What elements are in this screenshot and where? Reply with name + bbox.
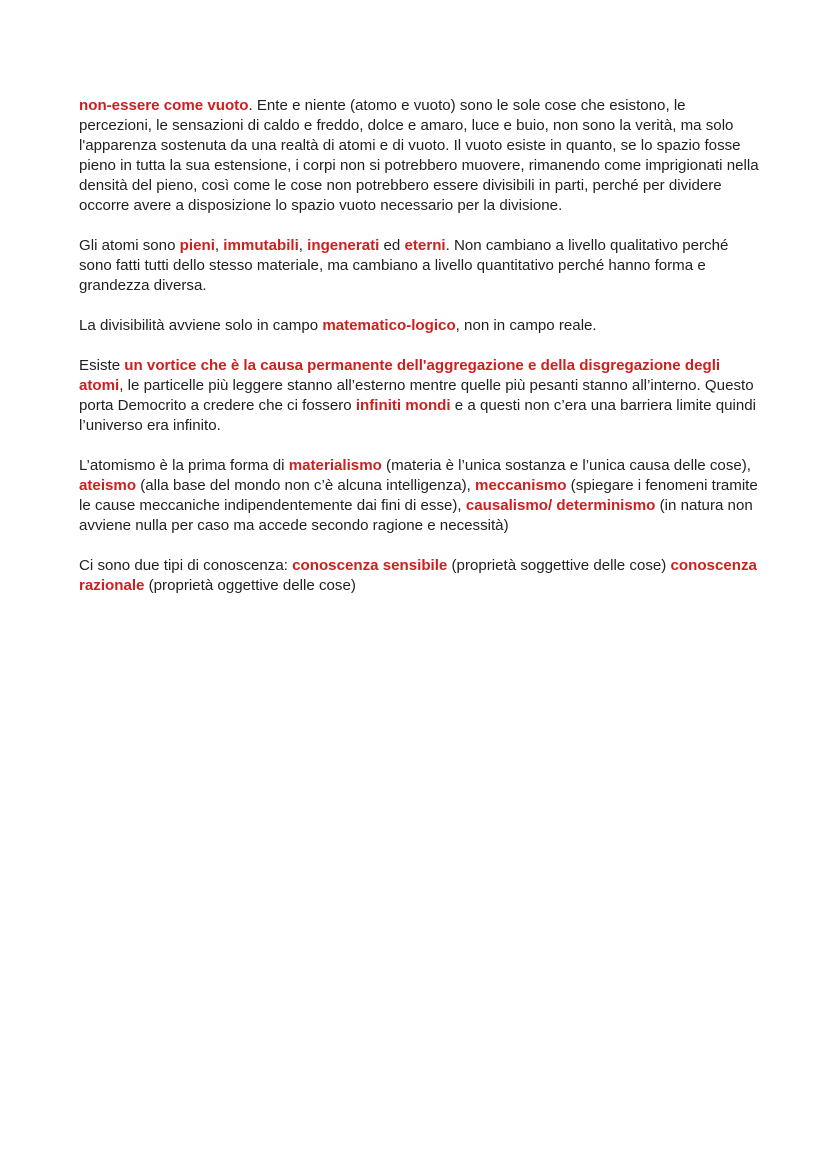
highlighted-term: immutabili <box>223 237 299 254</box>
text-run: . Ente e niente (atomo e vuoto) sono le sole cose che esistono, le percezioni, le sensazioni di caldo e freddo, dolce e amaro, luce e buio, non sono la verità, ma solo l'apparenza sostenuta da una realtà di atomi e di vuoto. Il vuoto esiste in quanto, se lo spazio fosse pieno in tutta la sua estensione, i corpi non si potrebbero muovere, rimanendo come imprigionati nella densità del pieno, così come le cose non potrebbero essere divisibili in parti, perché per dividere occorre avere a disposizione lo spazio vuoto necessario per la divisione. <box>79 97 759 214</box>
text-run: . Non cambiano a livello qualitativo perché sono fatti tutti dello stesso materiale, ma cambiano a livello quantitativo perché hanno forma e grandezza diversa. <box>79 237 729 294</box>
text-run: e a questi non c’era una barriera limite quindi l’universo era infinito. <box>79 397 756 434</box>
text-run: (in natura non avviene nulla per caso ma accede secondo ragione e necessità) <box>79 497 753 534</box>
paragraph <box>79 96 759 216</box>
text-run: , <box>214 237 224 254</box>
text-run: L’atomismo è la prima forma di <box>79 457 289 474</box>
paragraph <box>79 556 759 596</box>
highlighted-term: un vortice che è la causa permanente dell'aggregazione e della disgregazione degli atomi <box>79 357 721 394</box>
paragraph <box>79 316 759 336</box>
highlighted-term: materialismo <box>288 457 382 474</box>
highlighted-term: matematico-logico <box>322 317 456 334</box>
document-body <box>79 96 759 616</box>
text-run: (materia è l’unica sostanza e l’unica causa delle cose), <box>381 457 751 474</box>
text-run: , le particelle più leggere stanno all’esterno mentre quelle più pesanti stanno all’interno. Questo porta Democrito a credere che ci fossero <box>79 377 754 414</box>
text-run: (spiegare i fenomeni tramite le cause meccaniche indipendentemente dai fini di esse), <box>79 477 758 514</box>
paragraph <box>79 456 759 536</box>
text-run: , non in campo reale. <box>455 317 597 334</box>
highlighted-term: ingenerati <box>307 237 380 254</box>
highlighted-term: conoscenza razionale <box>79 557 757 594</box>
text-run: (proprietà oggettive delle cose) <box>144 577 356 594</box>
paragraph <box>79 356 759 436</box>
text-run: ed <box>379 237 405 254</box>
text-run: Gli atomi sono <box>79 237 180 254</box>
highlighted-term: pieni <box>179 237 215 254</box>
text-run: La divisibilità avviene solo in campo <box>79 317 323 334</box>
highlighted-term: ateismo <box>79 477 137 494</box>
highlighted-term: meccanismo <box>475 477 567 494</box>
highlighted-term: non-essere come vuoto <box>79 97 249 114</box>
highlighted-term: conoscenza sensibile <box>292 557 448 574</box>
text-run: Esiste <box>79 357 125 374</box>
text-run: (alla base del mondo non c’è alcuna intelligenza), <box>136 477 476 494</box>
text-run: (proprietà soggettive delle cose) <box>447 557 671 574</box>
text-run: Ci sono due tipi di conoscenza: <box>79 557 293 574</box>
highlighted-term: causalismo/ determinismo <box>465 497 656 514</box>
highlighted-term: eterni <box>404 237 446 254</box>
highlighted-term: infiniti mondi <box>355 397 451 414</box>
text-run: , <box>298 237 308 254</box>
paragraph <box>79 236 759 296</box>
